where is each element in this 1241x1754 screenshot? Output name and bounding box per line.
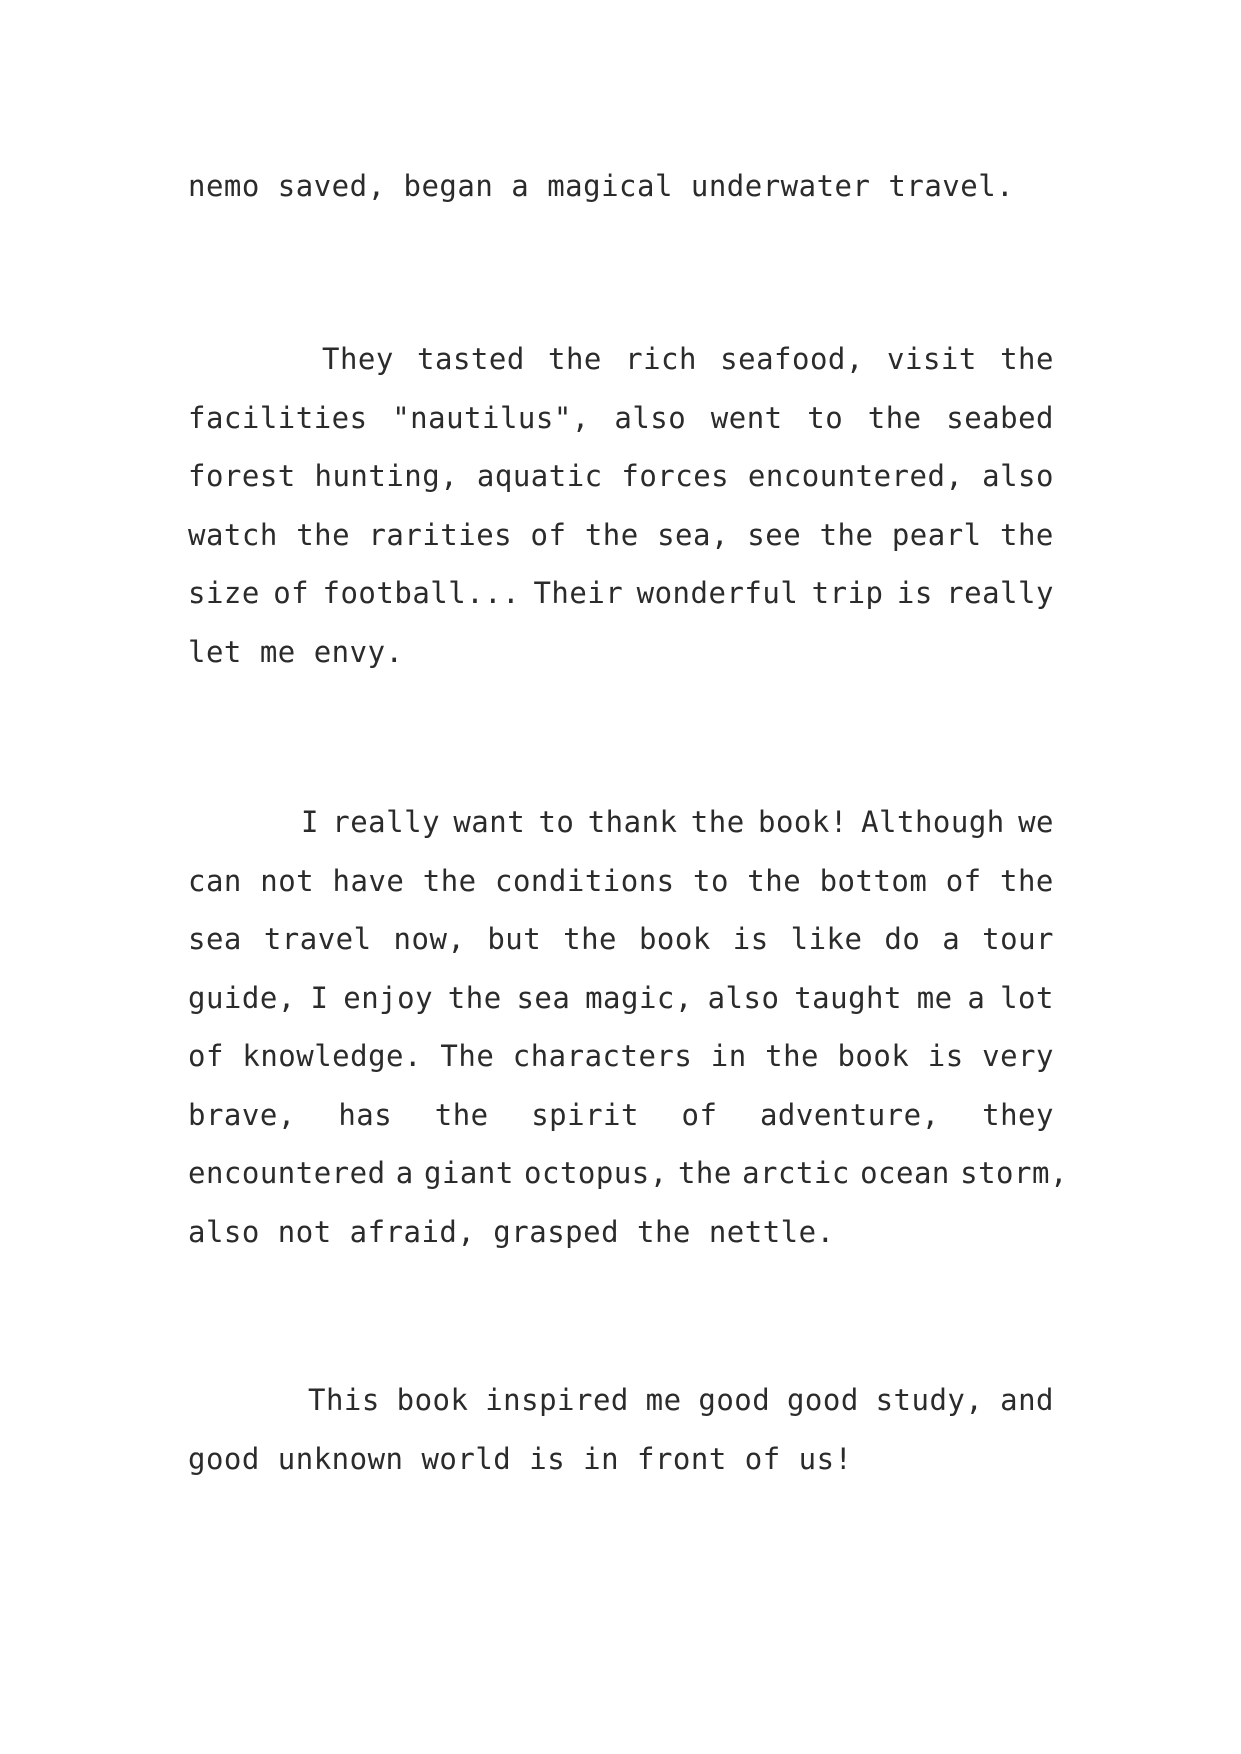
word: of [681, 1097, 718, 1132]
word: the [563, 922, 618, 956]
word: very [982, 1039, 1054, 1073]
paragraph-4 [188, 1371, 1054, 1488]
word: spirit [531, 1097, 639, 1132]
word: not [260, 863, 315, 898]
word: inspired [485, 1383, 629, 1417]
word: pearl [891, 517, 982, 552]
word: brave, [188, 1097, 296, 1132]
word: book [837, 1039, 910, 1073]
word: storm, [960, 1156, 1068, 1190]
text-line [188, 1144, 1068, 1203]
word: hunting, [314, 459, 459, 493]
text-line [188, 1371, 1054, 1430]
word: "nautilus", [392, 400, 590, 435]
word: This [308, 1383, 380, 1417]
word: of [530, 517, 567, 552]
word: a [967, 980, 986, 1015]
word: ocean [860, 1156, 950, 1190]
word: the [548, 342, 602, 376]
word: also [614, 400, 687, 435]
word: in [710, 1039, 747, 1073]
text-line: also not afraid, grasped the nettle. [188, 1214, 835, 1249]
word: good [698, 1383, 771, 1417]
text-line [188, 969, 1054, 1028]
word: to [807, 400, 844, 435]
word: book! [757, 805, 848, 839]
word: a [395, 1156, 414, 1190]
word: knowledge. [242, 1039, 422, 1073]
word: bottom [819, 863, 928, 898]
word: now, [393, 922, 466, 956]
word: of [188, 1039, 224, 1073]
text-line: nemo saved, began a magical underwater travel. [188, 169, 1015, 203]
word: visit [887, 342, 977, 376]
word: trip [811, 576, 884, 610]
word: a [942, 922, 961, 956]
word: aquatic [476, 459, 603, 493]
word: tasted [417, 342, 525, 376]
word: book [396, 1383, 469, 1417]
word: lot [1000, 980, 1054, 1015]
word: they [982, 1097, 1054, 1132]
word: has [338, 1097, 393, 1132]
word: can [188, 863, 242, 898]
word: book [638, 922, 711, 956]
word: me [645, 1383, 682, 1417]
text-line [188, 330, 1054, 389]
word: giant [424, 1156, 514, 1190]
word: encountered, [747, 459, 964, 493]
word: sea [516, 980, 571, 1015]
word: adventure, [759, 1097, 940, 1132]
word: size [188, 576, 260, 610]
word: conditions [495, 863, 675, 898]
word: the [1000, 863, 1054, 898]
word: also [707, 980, 780, 1015]
word: do [884, 922, 921, 956]
word: Although [861, 805, 1005, 839]
word: seafood, [720, 342, 864, 376]
word: the [1000, 517, 1054, 552]
word: the [584, 517, 639, 552]
word: of [945, 863, 982, 898]
word: wonderful [636, 576, 799, 610]
word: of [273, 576, 310, 610]
word: I [310, 980, 329, 1015]
word: to [538, 805, 575, 839]
word: study, [875, 1383, 984, 1417]
text-line [188, 793, 1054, 852]
word: like [790, 922, 863, 956]
text-line [188, 447, 1054, 506]
word: really [332, 805, 441, 839]
word: travel [263, 922, 372, 956]
paragraph-1 [188, 157, 1054, 216]
text-line [188, 389, 1054, 448]
text-line [188, 910, 1054, 969]
word: taught [794, 980, 902, 1015]
word: to [693, 863, 729, 898]
word: rich [625, 342, 697, 376]
word: characters [512, 1039, 693, 1073]
word: forces [621, 459, 730, 493]
text-line [188, 852, 1054, 911]
word: magic, [585, 980, 693, 1015]
word: we [1018, 805, 1054, 839]
text-line [188, 1086, 1054, 1145]
word: see [747, 517, 802, 552]
word: sea, [657, 517, 729, 552]
word: seabed [946, 400, 1054, 435]
word: and [1000, 1383, 1054, 1417]
word: the [296, 517, 351, 552]
word: the [765, 1039, 820, 1073]
word: rarities [368, 517, 513, 552]
word: sea [188, 922, 242, 956]
word: have [332, 863, 405, 898]
text-line [188, 1027, 1054, 1086]
text-line [188, 506, 1054, 565]
paragraph-2 [188, 330, 1054, 681]
word: football... [322, 576, 521, 610]
text-line: let me envy. [188, 634, 404, 669]
word: but [487, 922, 542, 956]
word: good [786, 1383, 859, 1417]
word: facilities [188, 400, 368, 435]
word: guide, [188, 980, 296, 1015]
word: also [982, 459, 1054, 493]
word: the [819, 517, 874, 552]
word: the [447, 980, 502, 1015]
word: encountered [188, 1156, 386, 1190]
word: really [946, 576, 1054, 610]
paragraph-3 [188, 793, 1068, 1261]
word: the [690, 805, 745, 839]
word: arctic [742, 1156, 850, 1190]
word: is [732, 922, 769, 956]
word: me [916, 980, 953, 1015]
word: went [710, 400, 783, 435]
word: the [434, 1097, 489, 1132]
word: is [927, 1039, 964, 1073]
word: They [322, 342, 394, 376]
word: I [301, 805, 319, 839]
word: The [440, 1039, 495, 1073]
word: the [677, 1156, 732, 1190]
word: Their [533, 576, 624, 610]
word: watch [188, 517, 278, 552]
text-line: good unknown world is in front of us! [188, 1441, 853, 1476]
word: octopus, [524, 1156, 668, 1190]
word: the [867, 400, 922, 435]
word: the [747, 863, 802, 898]
word: the [422, 863, 477, 898]
word: enjoy [343, 980, 434, 1015]
word: want [453, 805, 526, 839]
text-line [188, 564, 1054, 623]
word: tour [982, 922, 1054, 956]
word: thank [587, 805, 678, 839]
word: is [896, 576, 933, 610]
word: the [1000, 342, 1054, 376]
word: forest [188, 459, 296, 493]
